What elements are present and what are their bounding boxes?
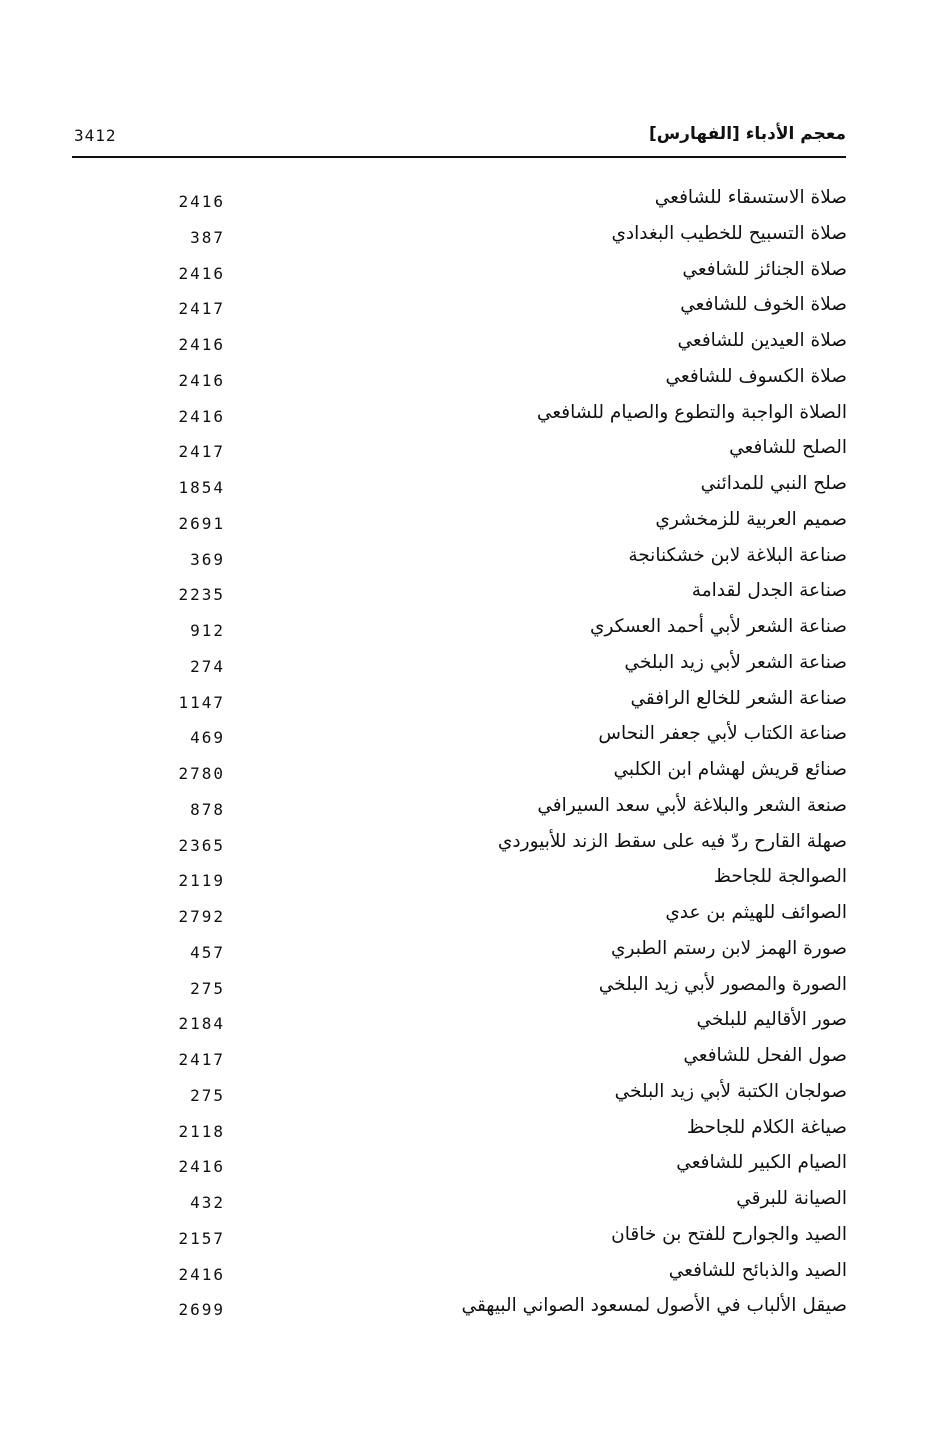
index-entry: [165, 1186, 847, 1222]
entry-title: صهلة القارح ردّ فيه على سقط الزند للأبيوردي: [497, 830, 847, 852]
page-number: 3412: [74, 126, 117, 145]
entry-title: صول الفحل للشافعي: [683, 1045, 847, 1066]
entry-title: صلاة الخوف للشافعي: [680, 294, 847, 316]
index-entry: [165, 1150, 847, 1186]
entry-title: صلاة العيدين للشافعي: [677, 330, 847, 351]
entry-page-number: 387: [190, 227, 225, 247]
entry-title: صناعة الشعر لأبي زيد البلخي: [624, 651, 847, 673]
entry-page-number: 2792: [178, 907, 225, 926]
index-entry: [165, 578, 847, 614]
entry-title: صناعة الجدل لقدامة: [691, 580, 847, 602]
entry-title: صلاة الكسوف للشافعي: [665, 365, 847, 387]
entry-page-number: 2365: [178, 835, 225, 855]
entry-title: الصلح للشافعي: [729, 437, 847, 459]
entry-page-number: 274: [190, 656, 225, 676]
index-entry: [165, 1293, 847, 1329]
entry-page-number: 2699: [178, 1300, 225, 1320]
entry-page-number: 2691: [178, 513, 225, 533]
entry-title: صنعة الشعر والبلاغة لأبي سعد السيرافي: [537, 794, 847, 816]
index-entry: [165, 185, 847, 221]
entry-page-number: 2416: [178, 192, 225, 211]
entry-page-number: 275: [190, 978, 225, 998]
entry-page-number: 369: [190, 549, 225, 569]
entry-page-number: 912: [190, 621, 225, 640]
entry-page-number: 2416: [178, 1157, 225, 1177]
index-entry-list: [165, 185, 847, 1329]
entry-title: صميم العربية للزمخشري: [655, 508, 847, 530]
entry-title: صناعة البلاغة لابن خشكنانجة: [628, 544, 847, 566]
index-entry: [165, 721, 847, 757]
entry-title: الصوائف للهيثم بن عدي: [665, 902, 847, 923]
entry-title: صور الأقاليم للبلخي: [696, 1009, 847, 1031]
index-entry: [165, 364, 847, 400]
index-entry: [165, 543, 847, 579]
index-entry: [165, 936, 847, 972]
index-entry: [165, 328, 847, 364]
index-entry: [165, 400, 847, 436]
running-title: معجم الأدباء [الفهارس]: [648, 124, 846, 144]
index-entry: [165, 757, 847, 793]
index-entry: [165, 650, 847, 686]
entry-page-number: 2416: [178, 335, 225, 354]
entry-title: صلاة الجنائز للشافعي: [682, 258, 847, 280]
entry-title: صلاة الاستسقاء للشافعي: [654, 187, 847, 208]
entry-page-number: 2235: [178, 585, 225, 605]
entry-title: صولجان الكتبة لأبي زيد البلخي: [614, 1080, 847, 1102]
entry-page-number: 2184: [178, 1014, 225, 1034]
entry-title: صيقل الألباب في الأصول لمسعود الصواني البيهقي: [461, 1295, 847, 1317]
index-entry: [165, 221, 847, 257]
entry-page-number: 2417: [178, 442, 225, 462]
index-entry: [165, 1079, 847, 1115]
entry-title: الصيانة للبرقي: [736, 1188, 847, 1209]
index-entry: [165, 471, 847, 507]
index-entry: [165, 864, 847, 900]
entry-title: الصيد والجوارح للفتح بن خاقان: [611, 1223, 847, 1245]
index-entry: [165, 1007, 847, 1043]
index-entry: [165, 1258, 847, 1294]
entry-title: الصورة والمصور لأبي زيد البلخي: [598, 973, 847, 995]
entry-title: صناعة الشعر لأبي أحمد العسكري: [589, 616, 847, 637]
entry-page-number: 2780: [178, 764, 225, 783]
index-entry: [165, 614, 847, 650]
index-entry: [165, 972, 847, 1008]
entry-page-number: 2119: [178, 871, 225, 891]
entry-page-number: 878: [190, 799, 225, 819]
entry-page-number: 2118: [178, 1121, 225, 1141]
entry-title: صورة الهمز لابن رستم الطبري: [611, 937, 847, 959]
index-entry: [165, 507, 847, 543]
index-entry: [165, 793, 847, 829]
entry-title: الصوالجة للجاحظ: [713, 866, 847, 888]
entry-title: صنائع قريش لهشام ابن الكلبي: [613, 759, 847, 780]
entry-page-number: 2417: [178, 1050, 225, 1069]
index-entry: [165, 829, 847, 865]
entry-page-number: 2416: [178, 370, 225, 390]
header-rule: [72, 156, 846, 158]
entry-title: الصلاة الواجبة والتطوع والصيام للشافعي: [536, 401, 847, 423]
entry-page-number: 2157: [178, 1228, 225, 1248]
entry-page-number: 2416: [178, 263, 225, 283]
entry-title: الصيام الكبير للشافعي: [676, 1152, 847, 1174]
entry-page-number: 2416: [178, 406, 225, 426]
index-entry: [165, 1043, 847, 1079]
entry-title: صناعة الكتاب لأبي جعفر النحاس: [598, 723, 847, 745]
entry-page-number: 1854: [178, 478, 225, 497]
entry-page-number: 457: [190, 942, 225, 962]
entry-page-number: 2417: [178, 299, 225, 319]
entry-page-number: 2416: [178, 1264, 225, 1284]
entry-title: صلاة التسبيح للخطيب البغدادي: [611, 222, 847, 244]
entry-page-number: 1147: [178, 692, 225, 712]
entry-title: الصيد والذبائح للشافعي: [668, 1259, 847, 1281]
entry-title: صلح النبي للمدائني: [700, 473, 847, 494]
index-entry: [165, 1222, 847, 1258]
entry-title: صناعة الشعر للخالع الرافقي: [630, 687, 847, 709]
index-entry: [165, 435, 847, 471]
entry-page-number: 275: [190, 1085, 225, 1105]
index-entry: [165, 292, 847, 328]
index-entry: [165, 257, 847, 293]
index-entry: [165, 1115, 847, 1151]
index-entry: [165, 900, 847, 936]
entry-title: صياغة الكلام للجاحظ: [686, 1116, 847, 1138]
entry-page-number: 432: [190, 1193, 225, 1212]
index-entry: [165, 686, 847, 722]
page-header: [72, 118, 846, 158]
entry-page-number: 469: [190, 728, 225, 748]
